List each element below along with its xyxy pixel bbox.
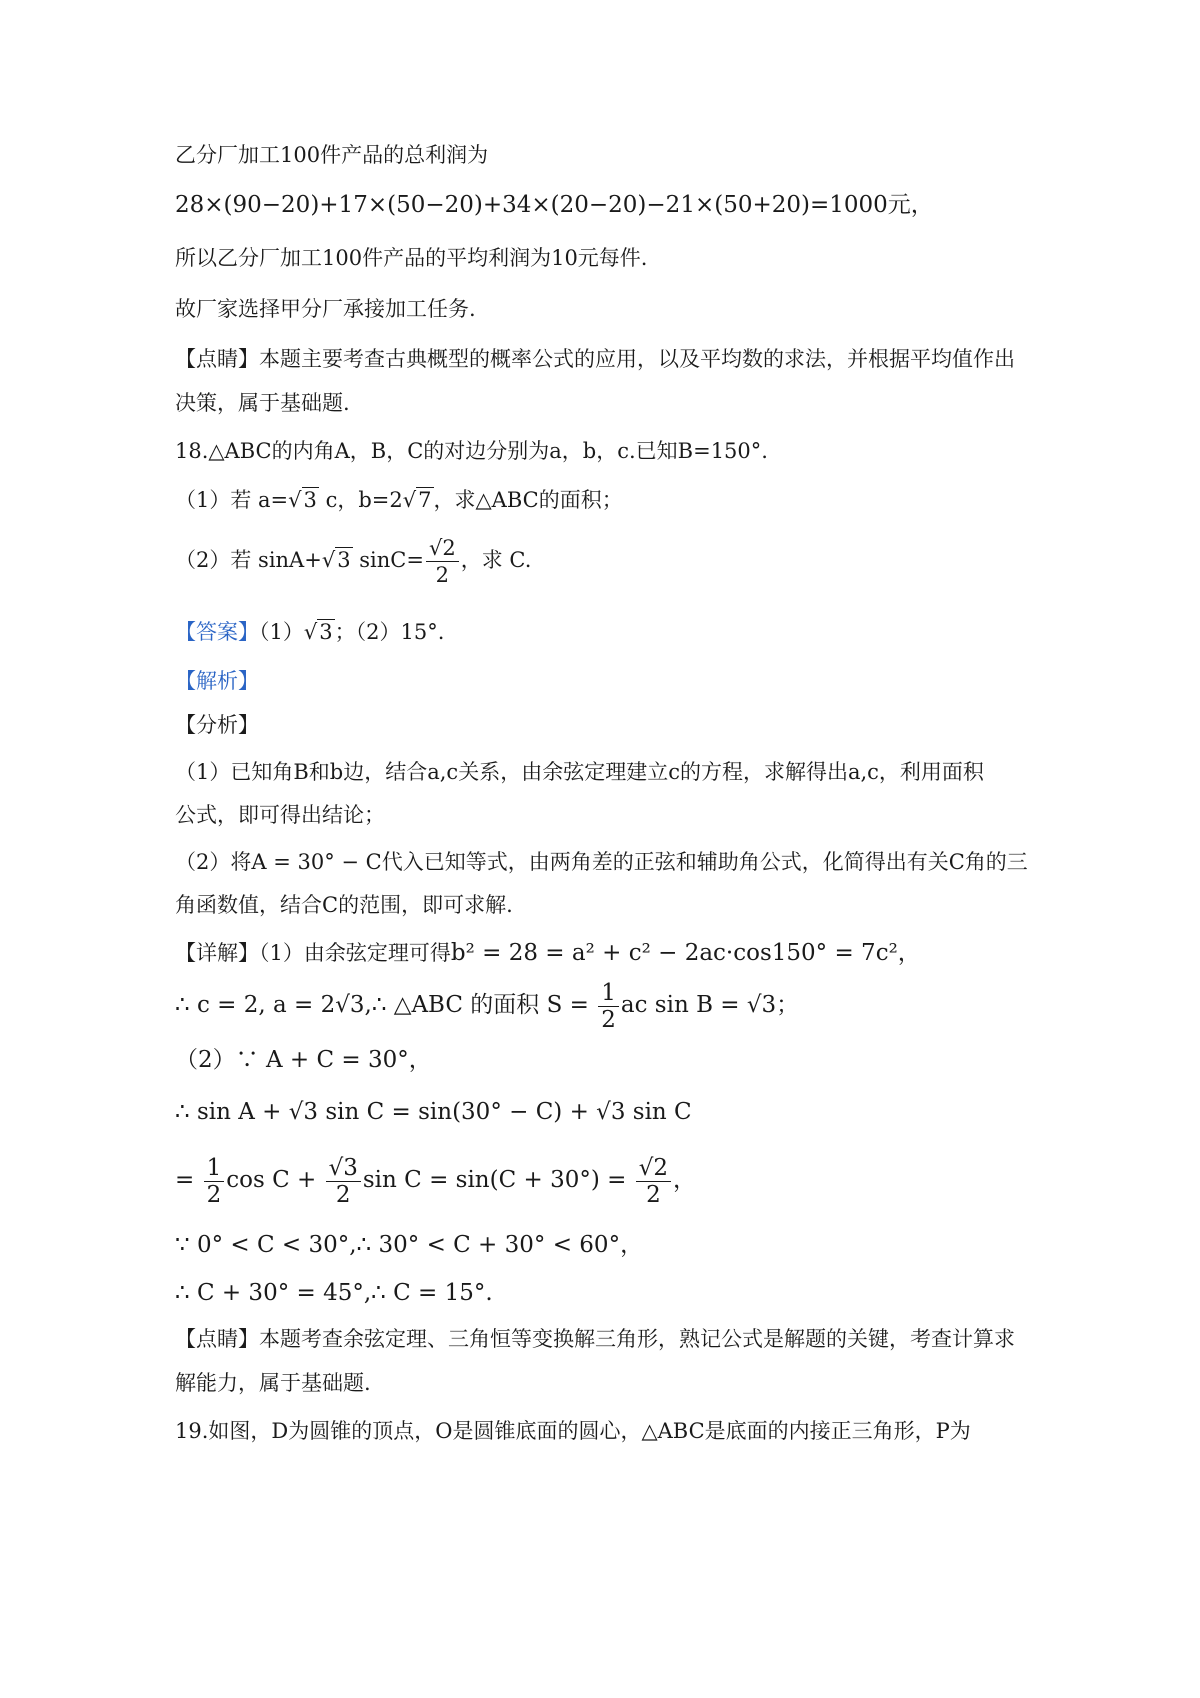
sqrt-radicand: 7	[418, 488, 432, 512]
numerator: 1	[204, 1155, 225, 1182]
numerator: √2	[636, 1155, 671, 1182]
problem-18-part2	[175, 530, 1055, 590]
text-span: ，	[673, 1167, 697, 1193]
denominator: 2	[335, 1181, 351, 1208]
equation-span: b² = 28 = a² + c² − 2ac·cos150° = 7c²，	[450, 940, 921, 966]
sqrt-radicand: 3	[319, 620, 333, 644]
note-line: 【点睛】本题主要考查古典概型的概率公式的应用，以及平均数的求法，并根据平均值作出	[175, 347, 1015, 371]
sqrt-expression: √7	[402, 488, 432, 512]
text-span: cos C +	[226, 1167, 324, 1193]
text-span: ；（2）15°.	[334, 620, 445, 644]
sqrt-expression: √3	[321, 548, 351, 572]
text-span: sin C = sin(C + 30°) =	[362, 1167, 634, 1193]
denominator: 2	[435, 563, 450, 587]
text-span: （1）	[259, 620, 304, 644]
text-span: （2）若 sinA+	[175, 548, 322, 572]
text-span: ac sin B = √3；	[620, 992, 800, 1018]
text-span: 【详解】（1）由余弦定理可得	[175, 941, 451, 965]
text-line: 故厂家选择甲分厂承接加工任务.	[175, 297, 476, 321]
fraction	[426, 535, 459, 588]
problem-18-title: 18.△ABC的内角A，B，C的对边分别为a，b，c.已知B=150°.	[175, 439, 768, 463]
text-line: （2）将A = 30° − C代入已知等式，由两角差的正弦和辅助角公式，化简得出有关C角的三	[175, 850, 1028, 874]
problem-18-part1	[175, 485, 1055, 515]
sqrt-radicand: 3	[337, 548, 351, 572]
equation-line: ∴ sin A + √3 sin C = sin(30° − C) + √3 sin C	[175, 1099, 692, 1125]
sqrt-expression: √3	[303, 620, 333, 644]
problem-19-title: 19.如图，D为圆锥的顶点，O是圆锥底面的圆心，△ABC是底面的内接正三角形，P为	[175, 1419, 971, 1443]
text-line: 乙分厂加工100件产品的总利润为	[175, 143, 489, 167]
fenxi-tag: 【分析】	[175, 713, 259, 737]
text-span: sinC=	[352, 548, 424, 572]
denominator: 2	[206, 1181, 222, 1208]
fraction	[636, 1155, 671, 1208]
text-span: c，b=2	[318, 488, 403, 512]
fraction	[326, 1155, 361, 1208]
text-span: ，求△ABC的面积；	[433, 488, 623, 512]
text-span: ，求 C.	[460, 548, 532, 572]
equation-line	[175, 975, 1055, 1035]
note-line: 【点睛】本题考查余弦定理、三角恒等变换解三角形，熟记公式是解题的关键，考查计算求	[175, 1327, 1015, 1351]
sqrt-radicand: 3	[303, 488, 317, 512]
text-span: （1）若 a=	[175, 488, 289, 512]
analysis-tag: 【解析】	[175, 669, 259, 693]
text-span: ∴ c = 2, a = 2√3,∴ △ABC 的面积 S =	[175, 992, 597, 1018]
answer-tag: 【答案】	[175, 620, 259, 644]
equation-line	[175, 1150, 1055, 1210]
equation-line: ∴ C + 30° = 45°,∴ C = 15°.	[175, 1280, 493, 1306]
denominator: 2	[601, 1006, 616, 1033]
fraction	[204, 1155, 225, 1208]
denominator: 2	[646, 1181, 661, 1208]
numerator: √3	[326, 1155, 361, 1182]
equation-line: ∵ 0° < C < 30°,∴ 30° < C + 30° < 60°，	[175, 1232, 644, 1258]
numerator: 1	[598, 980, 619, 1007]
text-line: 解能力，属于基础题.	[175, 1371, 371, 1395]
equation-line: 28×(90−20)+17×(50−20)+34×(20−20)−21×(50+20)=1000元，	[175, 192, 934, 218]
fraction	[598, 980, 619, 1033]
numerator: √2	[426, 535, 459, 562]
text-span: =	[175, 1167, 202, 1193]
answer-line	[175, 617, 1055, 647]
equation-line: （2）∵ A + C = 30°，	[175, 1047, 432, 1073]
sqrt-expression: √3	[288, 488, 317, 512]
text-line: 角函数值，结合C的范围，即可求解.	[175, 893, 513, 917]
text-line: （1）已知角B和b边，结合a,c关系，由余弦定理建立c的方程，求解得出a,c，利用面积	[175, 760, 984, 784]
text-line: 公式，即可得出结论；	[175, 803, 385, 827]
text-line: 决策，属于基础题.	[175, 391, 350, 415]
text-line: 所以乙分厂加工100件产品的平均利润为10元每件.	[175, 246, 648, 270]
detail-line	[175, 938, 1055, 968]
